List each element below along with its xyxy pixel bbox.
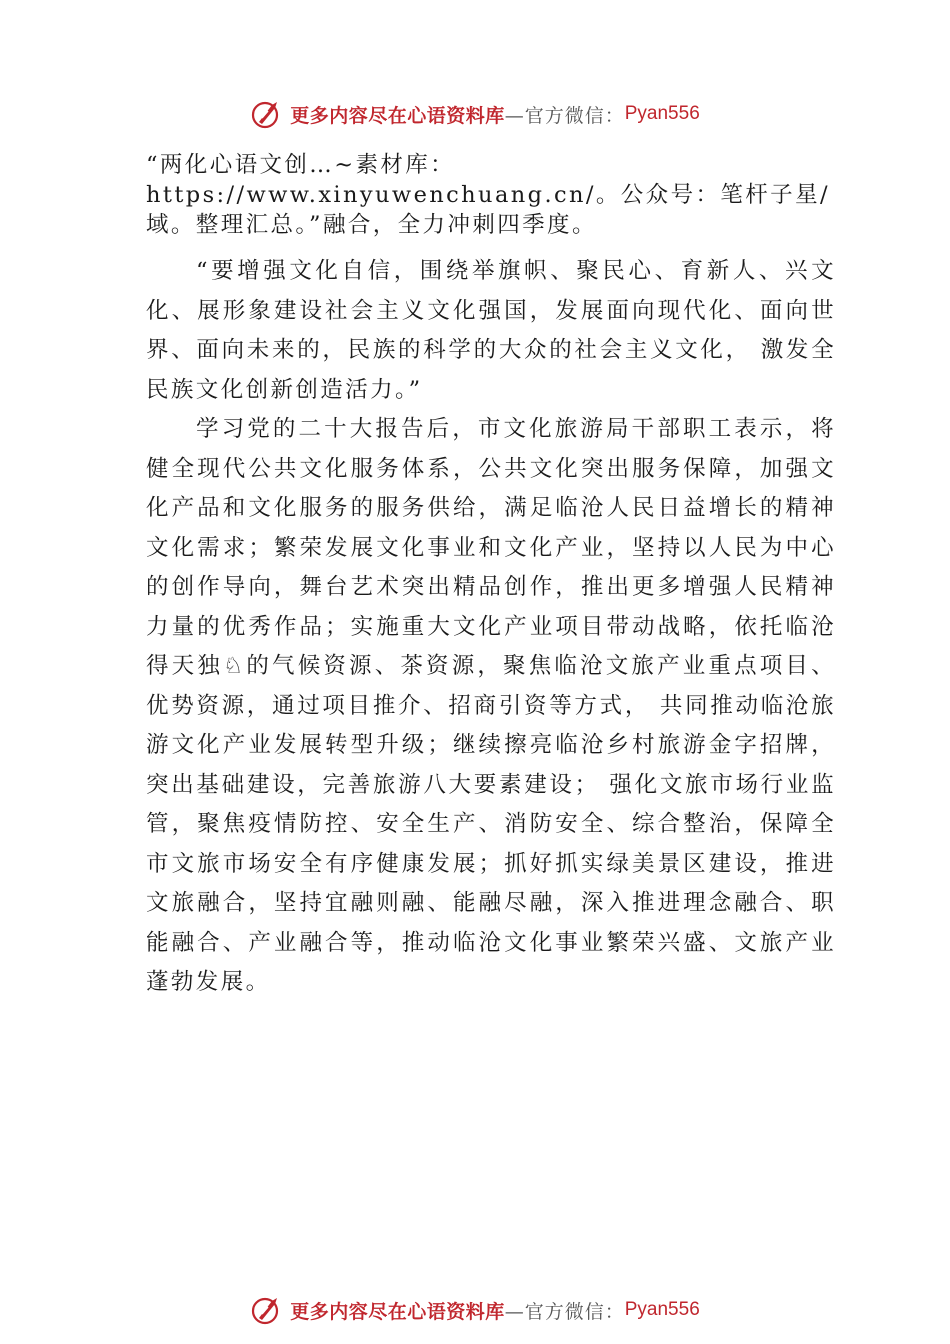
header-banner xyxy=(0,94,950,134)
banner-wechat-label: —官方微信： xyxy=(504,1300,625,1323)
document-body xyxy=(146,150,836,1003)
banner-wechat-label: —官方微信： xyxy=(504,104,625,127)
pen-nib-circle-icon xyxy=(250,1293,284,1327)
paragraph-3: 学习党的二十大报告后，市文化旅游局干部职工表示，将健全现代公共文化服务体系，公共文化突出服务保障，加强文化产品和文化服务的服务供给，满足临沧人民日益增长的精神文化需求；繁荣发展文化事业和文化产业，坚持以人民为中心的创作导向，舞台艺术突出精品创作，推出更多增强人民精神力量的优秀作品；实施重大文化产业项目带动战略，依托临沧得天独♘的气候资源、茶资源，聚焦临沧文旅产业重点项目、优势资源，通过项目推介、招商引资等方式， 共同推动临沧旅游文化产业发展转型升级；继续擦亮临沧乡村旅游金字招牌，突出基础建设，完善旅游八大要素建设； 强化文旅市场行业监管，聚焦疫情防控、安全生产、消防安全、综合整治，保障全市文旅市场安全有序健康发展；抓好抓实绿美景区建设，推进文旅融合，坚持宜融则融、能融尽融，深入推进理念融合、职能融合、产业融合等，推动临沧文化事业繁荣兴盛、文旅产业蓬勃发展。 xyxy=(146,416,836,995)
paragraph-1: “两化心语文创…~素材库：https://www.xinyuwenchuang.cn/。公众号：笔杆子星/域。整理汇总。”融合，全力冲刺四季度。 xyxy=(146,152,830,238)
paragraph-2: “要增强文化自信，围绕举旗帜、聚民心、育新人、兴文化、展形象建设社会主义文化强国，发展面向现代化、面向世界、面向未来的，民族的科学的大众的社会主义文化， 激发全民族文化创新创造活力。” xyxy=(146,258,836,403)
banner-wechat-id: Pyan556 xyxy=(624,1299,700,1320)
banner-slogan: 更多内容尽在心语资料库 xyxy=(290,104,505,127)
banner-wechat-id: Pyan556 xyxy=(624,103,700,124)
banner-slogan: 更多内容尽在心语资料库 xyxy=(290,1300,505,1323)
footer-banner xyxy=(0,1290,950,1330)
pen-nib-circle-icon xyxy=(250,97,284,131)
